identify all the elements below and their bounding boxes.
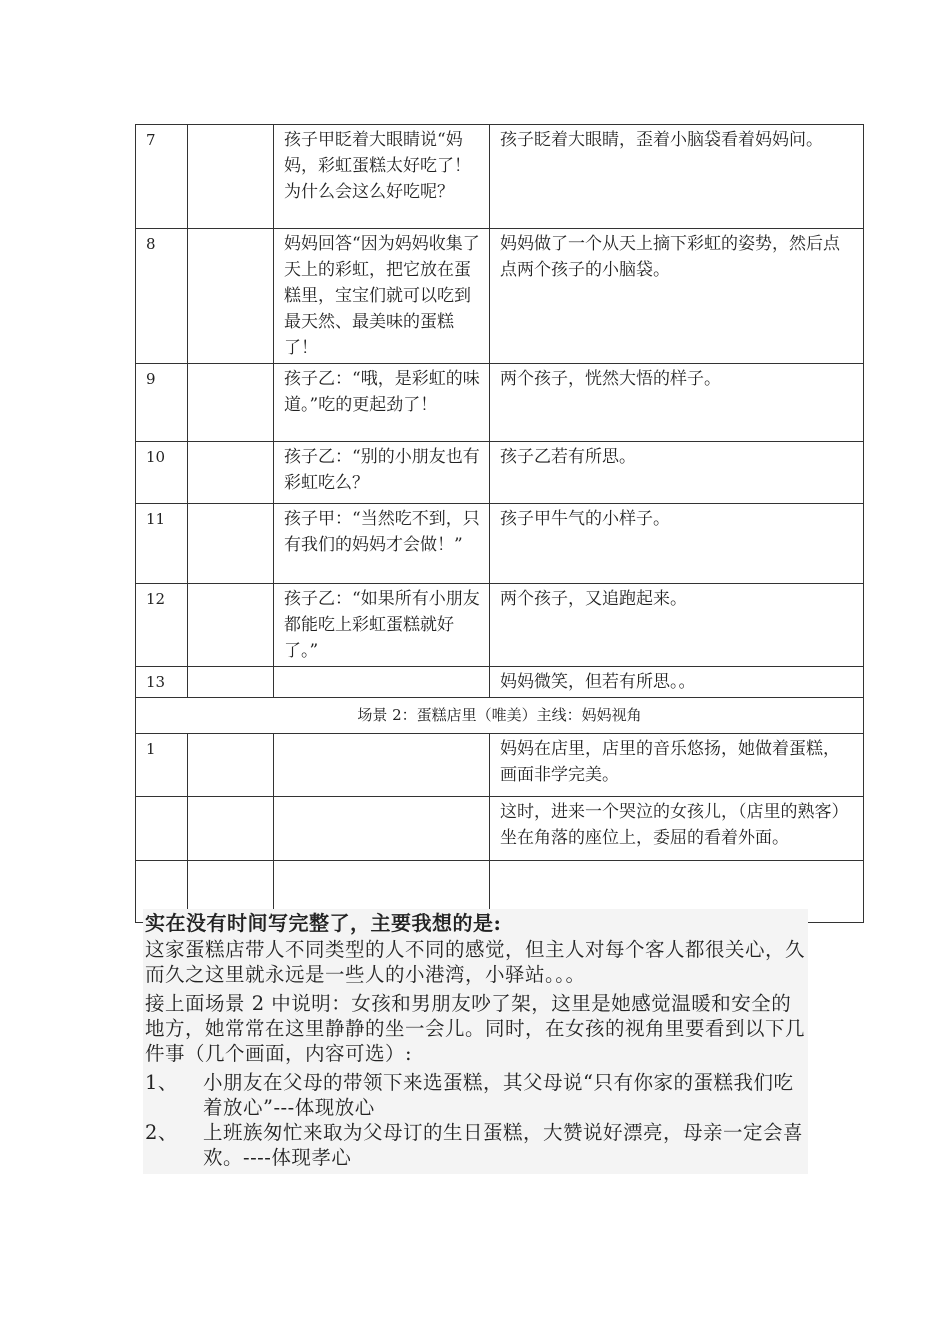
scene-header-row [136,698,864,734]
action-cell: 妈妈在店里，店里的音乐悠扬，她做着蛋糕，画面非学完美。 [490,734,864,797]
shot-number: 7 [136,125,188,229]
notes-paragraph: 这家蛋糕店带人不同类型的人不同的感觉，但主人对每个客人都很关心，久而久之这里就永远是一些人的小港湾，小驿站。。。 [145,938,806,986]
scene-title: 场景 2：蛋糕店里（唯美）主线：妈妈视角 [136,698,864,734]
dialog-cell: 孩子甲眨着大眼睛说“妈妈，彩虹蛋糕太好吃了！为什么会这么好吃呢？ [274,125,490,229]
dialog-cell: 孩子乙：“别的小朋友也有彩虹吃么？ [274,442,490,504]
shot-blank-cell [188,584,274,667]
action-cell: 妈妈微笑，但若有所思。。 [490,667,864,698]
shot-number: 8 [136,229,188,364]
shot-number [136,797,188,861]
table-row [136,584,864,667]
dialog-cell: 孩子甲：“当然吃不到，只有我们的妈妈才会做！” [274,504,490,584]
shot-number: 9 [136,364,188,442]
list-item-index: 2、 [145,1121,178,1144]
shot-number: 11 [136,504,188,584]
shot-blank-cell [188,734,274,797]
shot-blank-cell [188,125,274,229]
dialog-cell [274,667,490,698]
shot-blank-cell [188,667,274,698]
dialog-cell [274,734,490,797]
list-item-text: 小朋友在父母的带领下来选蛋糕，其父母说“只有你家的蛋糕我们吃着放心”---体现放心 [203,1071,794,1119]
shot-blank-cell [188,442,274,504]
notes-heading: 实在没有时间写完整了，主要我想的是: [145,911,502,935]
storyboard-table [135,124,864,923]
list-item [145,1070,808,1120]
table-row [136,229,864,364]
list-item [145,1120,808,1170]
action-cell: 这时，进来一个哭泣的女孩儿，（店里的熟客）坐在角落的座位上，委屈的看着外面。 [490,797,864,861]
shot-number: 10 [136,442,188,504]
notes-section [143,909,808,1174]
notes-paragraph: 接上面场景 2 中说明：女孩和男朋友吵了架，这里是她感觉温暖和安全的地方，她常常在这里静静的坐一会儿。同时，在女孩的视角里要看到以下几件事（几个画面，内容可选）: [145,992,806,1065]
shot-blank-cell [188,797,274,861]
dialog-cell: 孩子乙：“哦，是彩虹的味道。”吃的更起劲了！ [274,364,490,442]
table-row [136,364,864,442]
action-cell: 两个孩子，恍然大悟的样子。 [490,364,864,442]
list-item-text: 上班族匆忙来取为父母订的生日蛋糕，大赞说好漂亮，母亲一定会喜欢。----体现孝心 [203,1121,804,1169]
action-cell: 孩子眨着大眼睛，歪着小脑袋看着妈妈问。 [490,125,864,229]
shot-blank-cell [188,229,274,364]
action-cell: 孩子乙若有所思。 [490,442,864,504]
table-row [136,442,864,504]
action-cell: 两个孩子，又追跑起来。 [490,584,864,667]
shot-number: 1 [136,734,188,797]
table-row [136,734,864,797]
shot-number: 12 [136,584,188,667]
table-row [136,667,864,698]
dialog-cell: 妈妈回答“因为妈妈收集了天上的彩虹，把它放在蛋糕里，宝宝们就可以吃到最天然、最美味的蛋糕了！ [274,229,490,364]
shot-blank-cell [188,364,274,442]
action-cell: 妈妈做了一个从天上摘下彩虹的姿势，然后点点两个孩子的小脑袋。 [490,229,864,364]
table-row [136,797,864,861]
list-item-index: 1、 [145,1071,178,1094]
dialog-cell: 孩子乙：“如果所有小朋友都能吃上彩虹蛋糕就好了。” [274,584,490,667]
table-row [136,504,864,584]
dialog-cell [274,797,490,861]
action-cell: 孩子甲牛气的小样子。 [490,504,864,584]
shot-number: 13 [136,667,188,698]
table-row [136,125,864,229]
shot-blank-cell [188,504,274,584]
